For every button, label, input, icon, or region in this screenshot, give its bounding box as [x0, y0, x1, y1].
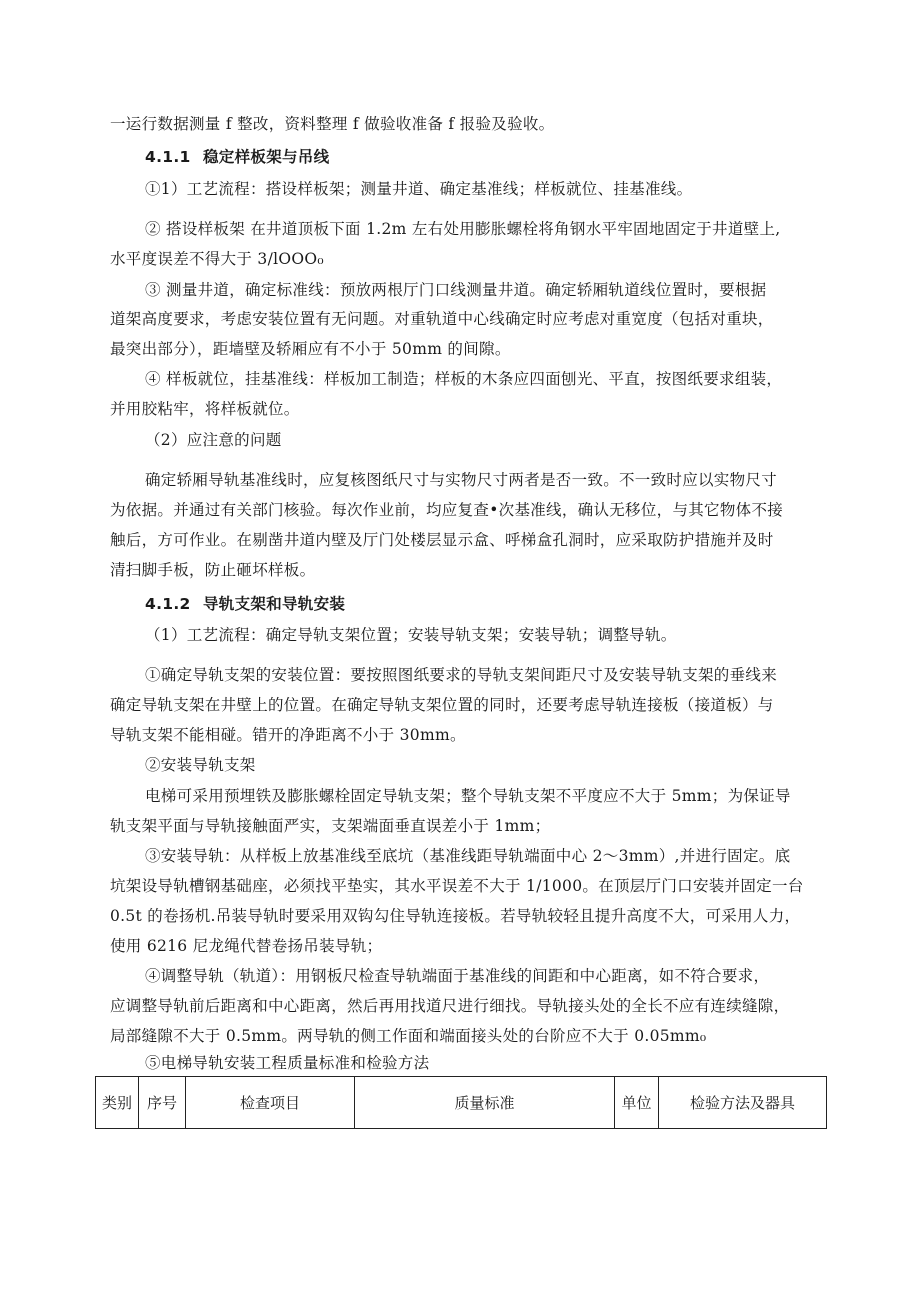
column-header-serial-number: 序号 — [139, 1077, 186, 1129]
paragraph-line: 一运行数据测量 f 整改，资料整理 f 做验收准备 f 报验及验收。 — [110, 115, 555, 133]
paragraph-line: ⑤电梯导轨安装工程质量标准和检验方法 — [145, 1054, 430, 1072]
paragraph-line: 并用胶粘牢，将样板就位。 — [110, 400, 300, 418]
paragraph-line: 最突出部分），距墙壁及轿厢应有不小于 50mm 的间隙。 — [110, 340, 511, 358]
column-header-quality-standard: 质量标准 — [355, 1077, 615, 1129]
paragraph-line: 道架高度要求，考虑安装位置有无问题。对重轨道中心线确定时应考虑对重宽度（包括对重块， — [110, 310, 774, 328]
paragraph-line: 触后，方可作业。在剔凿井道内壁及厅门处楼层显示盒、呼梯盒孔洞时，应采取防护措施并及时 — [110, 531, 774, 549]
paragraph-line: 坑架设导轨槽钢基础座，必须找平垫实，其水平误差不大于 1/1000。在顶层厅门口安装并固定一台 — [110, 877, 804, 895]
paragraph-line: ③ 测量井道，确定标准线：预放两根厅门口线测量井道。确定轿厢轨道线位置时，要根据 — [145, 281, 767, 299]
paragraph-line: ③安装导轨：从样板上放基准线至底坑（基准线距导轨端面中心 2～3mm）,并进行固定。底 — [145, 847, 791, 865]
column-header-inspection-item: 检查项目 — [186, 1077, 355, 1129]
section-heading-4-1-2 — [145, 594, 345, 614]
table-header-row — [96, 1077, 827, 1129]
paragraph-line: ①确定导轨支架的安装位置：要按照图纸要求的导轨支架间距尺寸及安装导轨支架的垂线来 — [145, 666, 778, 684]
paragraph-line: ④ 样板就位，挂基准线：样板加工制造；样板的木条应四面刨光、平直，按图纸要求组装， — [145, 370, 783, 388]
paragraph-line: 轨支架平面与导轨接触面严实，支架端面垂直误差小于 1mm； — [110, 817, 551, 835]
section-heading-4-1-1 — [145, 147, 329, 167]
column-header-category: 类别 — [96, 1077, 139, 1129]
paragraph-line: ④调整导轨（轨道）：用钢板尺检查导轨端面于基准线的间距和中心距离，如不符合要求， — [145, 967, 770, 985]
paragraph-line: 为依据。并通过有关部门核验。每次作业前，均应复查•次基准线，确认无移位，与其它物体不接 — [110, 501, 784, 519]
paragraph-line: ② 搭设样板架 在井道顶板下面 1.2m 左右处用膨胀螺栓将角钢水平牢固地固定于井道壁上, — [145, 220, 781, 238]
paragraph-line: 水平度误差不得大于 3/lOOO₀ — [110, 250, 324, 268]
paragraph-line: 使用 6216 尼龙绳代替卷扬吊装导轨； — [110, 937, 383, 955]
paragraph-line: 电梯可采用预埋铁及膨胀螺栓固定导轨支架；整个导轨支架不平度应不大于 5mm；为保证导 — [145, 787, 791, 805]
paragraph-line: 确定轿厢导轨基准线时，应复核图纸尺寸与实物尺寸两者是否一致。不一致时应以实物尺寸 — [145, 471, 778, 489]
heading-number: 4.1.1 — [145, 148, 191, 166]
paragraph-line: ②安装导轨支架 — [145, 756, 256, 774]
paragraph-line: 导轨支架不能相碰。错开的净距离不小于 30mm。 — [110, 726, 466, 744]
paragraph-line: ①1）工艺流程：搭设样板架；测量井道、确定基准线；样板就位、挂基准线。 — [145, 180, 693, 198]
paragraph-line: 清扫脚手板，防止砸坏样板。 — [110, 561, 316, 579]
paragraph-line: 局部缝隙不大于 0.5mm。两导轨的侧工作面和端面接头处的台阶应不大于 0.05mm₀ — [110, 1027, 707, 1045]
column-header-unit: 单位 — [615, 1077, 659, 1129]
paragraph-line: 应调整导轨前后距离和中心距离，然后再用找道尺进行细找。导轨接头处的全长不应有连续缝隙， — [110, 997, 790, 1015]
quality-standard-table — [95, 1076, 827, 1129]
paragraph-line: （1）工艺流程：确定导轨支架位置；安装导轨支架；安装导轨；调整导轨。 — [145, 626, 677, 644]
paragraph-line: 确定导轨支架在井壁上的位置。在确定导轨支架位置的同时，还要考虑导轨连接板（接道板）与 — [110, 696, 774, 714]
paragraph-line: （2）应注意的问题 — [145, 431, 282, 449]
heading-title: 稳定样板架与吊线 — [203, 148, 330, 166]
heading-number: 4.1.2 — [145, 595, 191, 613]
heading-title: 导轨支架和导轨安装 — [203, 595, 346, 613]
column-header-inspection-method: 检验方法及器具 — [659, 1077, 827, 1129]
paragraph-line: 0.5t 的卷扬机.吊装导轨时要采用双钩勾住导轨连接板。若导轨较轻且提升高度不大，可采用人力， — [110, 907, 801, 925]
